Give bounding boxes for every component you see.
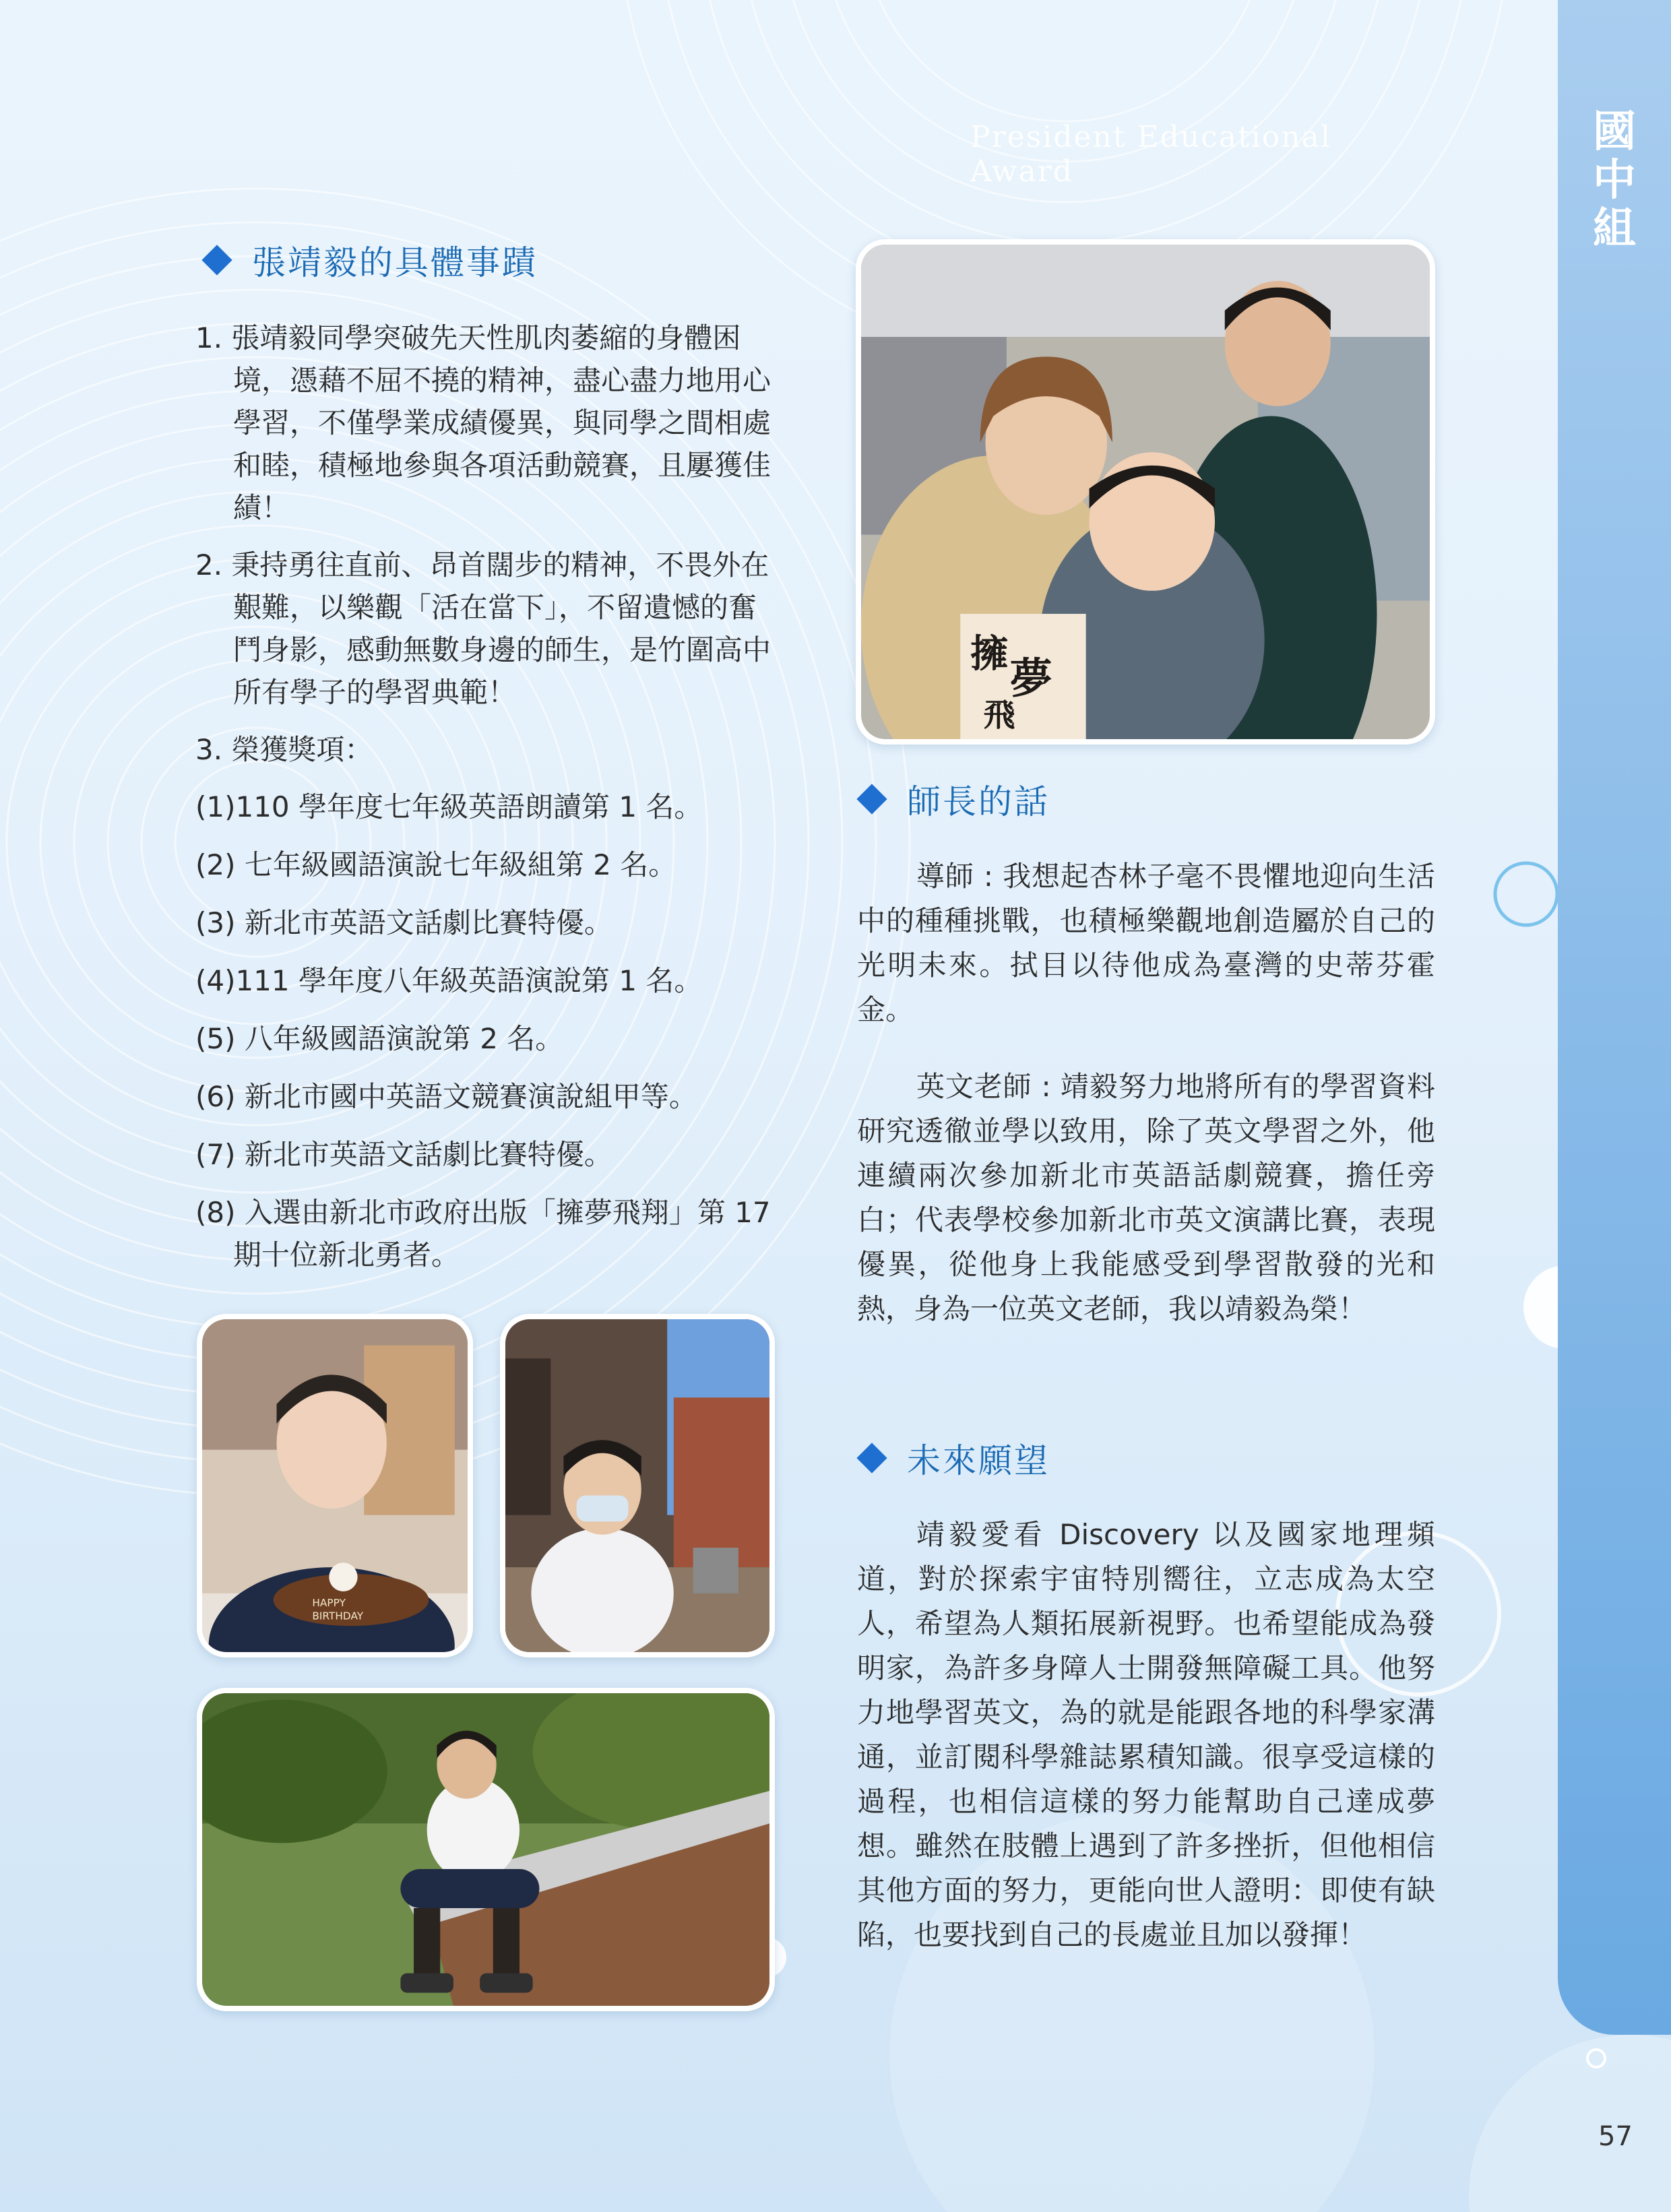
award-item: (4)111 學年度八年級英語演說第 1 名。 (195, 964, 703, 997)
future-heading (857, 1434, 1050, 1482)
book-title-char-3: 飛 (983, 697, 1015, 734)
outdoor-photo (197, 1688, 775, 2011)
homeroom-teacher-quote: 導師 : 我想起杏林子毫不畏懼地迎向生活中的種種挑戰，也積極樂觀地創造屬於自己的光明未來。拭目以待他成為臺灣的史蒂芬霍金。 (857, 860, 1435, 1026)
achievements-list (195, 317, 782, 1292)
award-item: (2) 七年級國語演說七年級組第 2 名。 (195, 848, 677, 881)
page-number: 57 (1598, 2121, 1633, 2152)
category-side-tab (1558, 0, 1671, 2035)
diamond-bullet-icon (201, 245, 232, 275)
achievement-item-2: 2. 秉持勇往直前、昂首闊步的精神，不畏外在艱難，以樂觀「活在當下」，不留遺憾的奮鬥身影，感動無數身邊的師生，是竹圍高中所有學子的學習典範！ (195, 548, 771, 709)
birthday-photo (197, 1314, 473, 1657)
teachers-heading (857, 775, 1050, 823)
book-title-char-2: 夢 (1009, 654, 1052, 703)
header-subtitle: President Educational Award (970, 120, 1331, 189)
achievements-heading (202, 236, 538, 284)
award-item: (6) 新北市國中英語文競賽演說組甲等。 (195, 1080, 697, 1113)
future-paragraph: 靖毅愛看 Discovery 以及國家地理頻道，對於探索宇宙特別嚮往，立志成為太空人，希望為人類拓展新視野。也希望能成為發明家，為許多身障人士開發無障礙工具。他努力地學習英文，為的就是能跟各地的科學家溝通，並訂閱科學雜誌累積知識。很享受這樣的過程，也相信這樣的努力能幫助自己達成夢想。雖然在肢體上遇到了許多挫折，但他相信其他方面的努力，更能向世人證明：即使有缺陷，也要找到自己的長處並且加以發揮！ (857, 1518, 1435, 1951)
diamond-bullet-icon (856, 784, 887, 814)
award-item: (5) 八年級國語演說第 2 名。 (195, 1022, 564, 1055)
award-item: (8) 入選由新北市政府出版「擁夢飛翔」第 17 期十位新北勇者。 (195, 1196, 771, 1271)
achievement-item-3: 3. 榮獲獎項： (195, 733, 373, 766)
achievements-heading-text: 張靖毅的具體事蹟 (252, 243, 538, 282)
decorative-ring (1586, 2048, 1606, 2068)
diamond-bullet-icon (856, 1443, 887, 1473)
award-item: (7) 新北市英語文話劇比賽特優。 (195, 1138, 612, 1171)
teachers-heading-text: 師長的話 (907, 782, 1050, 821)
english-teacher-quote: 英文老師 : 靖毅努力地將所有的學習資料研究透徹並學以致用，除了英文學習之外，他連續兩次參加新北市英語話劇競賽，擔任旁白；代表學校參加新北市英文演講比賽，表現優異，從他身上我能感受到學習散發的光和熱，身為一位英文老師，我以靖毅為榮！ (857, 1070, 1435, 1325)
achievement-item-1: 1. 張靖毅同學突破先天性肌肉萎縮的身體困境，憑藉不屈不撓的精神，盡心盡力地用心學習，不僅學業成績優異，與同學之間相處和睦，積極地參與各項活動競賽，且屢獲佳績！ (195, 321, 771, 524)
workshop-photo (500, 1314, 775, 1657)
future-heading-text: 未來願望 (907, 1441, 1050, 1480)
cake-text-birthday: BIRTHDAY (312, 1610, 364, 1622)
award-item: (1)110 學年度七年級英語朗讀第 1 名。 (195, 790, 703, 823)
category-label: 國中組 (1593, 107, 1636, 254)
cake-text-happy: HAPPY (312, 1597, 346, 1610)
award-item: (3) 新北市英語文話劇比賽特優。 (195, 906, 612, 939)
group-photo (856, 239, 1435, 745)
book-title-char-1: 擁 (970, 631, 1009, 676)
